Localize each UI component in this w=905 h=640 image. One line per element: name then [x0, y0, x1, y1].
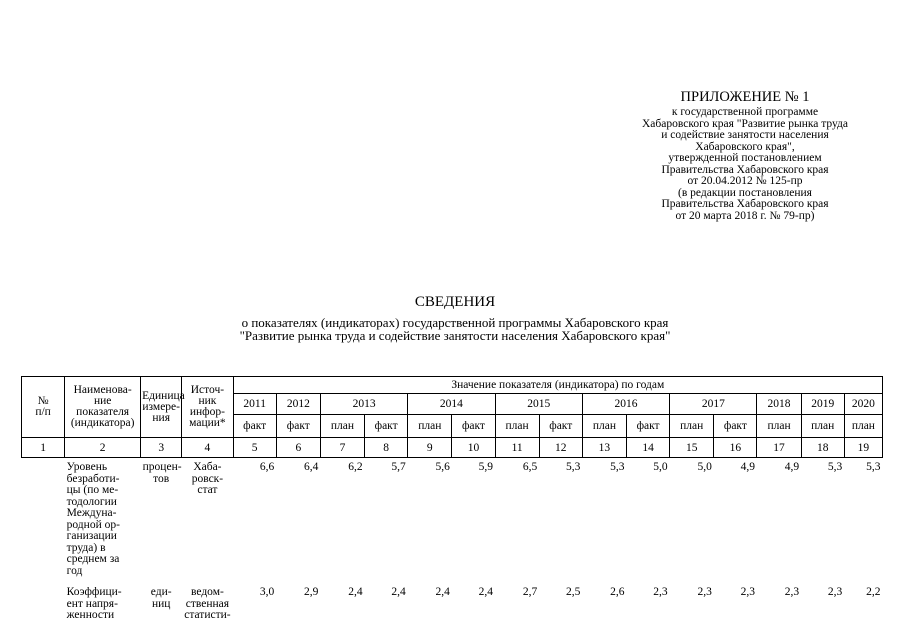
document-title: СВЕДЕНИЯ: [414, 294, 496, 310]
column-number: 16: [714, 438, 757, 458]
document-title-block: [130, 292, 780, 342]
value-cell: 5,6: [435, 461, 450, 473]
column-number: 8: [365, 438, 408, 458]
column-number: 4: [182, 438, 233, 458]
value-cell: 2,3: [740, 586, 755, 598]
appendix-block: [600, 88, 890, 222]
column-number: 1: [22, 438, 65, 458]
appendix-line: к государственной программе: [671, 106, 819, 118]
column-number: 3: [141, 438, 182, 458]
value-cell: 6,2: [348, 461, 363, 473]
subheader-cell: план: [408, 415, 452, 438]
value-cell: 5,9: [478, 461, 494, 473]
appendix-line: Хабаровского края",: [695, 140, 795, 153]
column-number: 19: [844, 438, 882, 458]
appendix-heading: ПРИЛОЖЕНИЕ № 1: [680, 89, 810, 105]
year-header: 2012: [276, 394, 320, 415]
value-cell: 6,6: [259, 461, 275, 473]
value-cell: 2,3: [827, 586, 843, 598]
value-cell: 2,4: [391, 586, 406, 598]
value-cell: 5,3: [866, 461, 881, 473]
appendix-line: от 20 марта 2018 г. № 79-пр): [675, 209, 815, 222]
subheader-cell: план: [801, 415, 844, 438]
value-cell: 5,3: [610, 461, 625, 473]
appendix-line: от 20.04.2012 № 125-пр: [687, 175, 803, 187]
value-cell: 2,4: [435, 586, 450, 598]
subheader-cell: план: [670, 415, 714, 438]
value-cell: 5,3: [565, 461, 581, 473]
column-number: 6: [276, 438, 320, 458]
header-num: № п/п: [22, 377, 65, 438]
unit-cell: еди- ниц: [150, 586, 172, 610]
subheader-cell: факт: [714, 415, 757, 438]
value-cell: 2,5: [565, 586, 581, 598]
column-number: 9: [408, 438, 452, 458]
column-number: 5: [233, 438, 276, 458]
unit-cell: процен- тов: [142, 461, 182, 485]
value-cell: 3,0: [259, 586, 275, 598]
column-number: 15: [670, 438, 714, 458]
subheader-cell: план: [495, 415, 539, 438]
subheader-cell: план: [757, 415, 801, 438]
appendix-line: и содействие занятости населения: [661, 129, 829, 141]
value-cell: 4,9: [740, 461, 755, 473]
header-unit: Единица измере- ния: [141, 377, 182, 438]
column-number: 13: [582, 438, 626, 458]
appendix-line: Правительства Хабаровского края: [661, 198, 829, 210]
year-header: 2011: [233, 394, 276, 415]
value-cell: 2,2: [866, 586, 881, 598]
value-cell: 6,4: [304, 461, 319, 473]
year-header: 2019: [801, 394, 844, 415]
value-cell: 2,3: [697, 586, 712, 598]
value-cell: 2,4: [348, 586, 363, 598]
appendix-line: (в редакции постановления: [678, 186, 812, 199]
value-cell: 5,0: [697, 461, 712, 473]
source-cell: Хаба- ровск- стат: [191, 461, 224, 496]
table-row: [22, 583, 883, 628]
value-cell: 5,7: [391, 461, 406, 473]
subheader-cell: факт: [627, 415, 670, 438]
subheader-cell: план: [582, 415, 626, 438]
year-header: 2013: [320, 394, 407, 415]
table-row: [22, 458, 883, 584]
indicator-name-cell: Коэффици- ент напря- женности: [66, 586, 122, 621]
value-cell: 2,7: [522, 586, 538, 598]
value-cell: 2,4: [478, 586, 494, 598]
year-header: 2017: [670, 394, 757, 415]
value-cell: 2,3: [784, 586, 800, 598]
appendix-line: Хабаровского края "Развитие рынка труда: [642, 117, 848, 130]
column-number: 10: [452, 438, 495, 458]
header-name: Наименова- ние показателя (индикатора): [65, 377, 141, 438]
column-number: 17: [757, 438, 801, 458]
year-header: 2014: [408, 394, 495, 415]
subheader-cell: план: [320, 415, 364, 438]
value-cell: 5,3: [827, 461, 843, 473]
subheader-cell: план: [844, 415, 882, 438]
column-number: 12: [539, 438, 582, 458]
header-values-group: Значение показателя (индикатора) по годам: [233, 377, 882, 394]
value-cell: 4,9: [784, 461, 800, 473]
year-header: 2020: [844, 394, 882, 415]
source-cell: ведом- ственная статисти-: [184, 586, 231, 621]
column-number: 11: [495, 438, 539, 458]
year-header: 2016: [582, 394, 669, 415]
document-subtitle: "Развитие рынка труда и содействие занятости населения Хабаровского края": [239, 328, 671, 343]
row-number-cell: [22, 583, 65, 628]
subheader-cell: факт: [539, 415, 582, 438]
value-cell: 6,5: [522, 461, 538, 473]
row-number-cell: [22, 458, 65, 584]
column-number: 2: [65, 438, 141, 458]
subheader-cell: факт: [365, 415, 408, 438]
value-cell: 2,3: [653, 586, 668, 598]
appendix-line: утвержденной постановлением: [668, 152, 822, 164]
subheader-cell: факт: [276, 415, 320, 438]
column-number: 18: [801, 438, 844, 458]
year-header: 2015: [495, 394, 582, 415]
value-cell: 2,9: [304, 586, 319, 598]
indicators-table: [21, 376, 883, 628]
indicator-name-cell: Уровень безработи- цы (по ме- тодологии Междуна- родной ор- ганизации труда) в среднем за год: [66, 461, 120, 577]
appendix-line: Правительства Хабаровского края: [661, 163, 829, 176]
value-cell: 2,6: [610, 586, 625, 598]
document-subtitle: о показателях (индикаторах) государственной программы Хабаровского края: [241, 315, 669, 330]
column-number-row: [22, 438, 883, 458]
subheader-cell: факт: [233, 415, 276, 438]
column-number: 7: [320, 438, 364, 458]
year-header: 2018: [757, 394, 801, 415]
column-number: 14: [627, 438, 670, 458]
value-cell: 5,0: [653, 461, 668, 473]
header-source: Источ- ник инфор- мации*: [182, 377, 233, 438]
subheader-cell: факт: [452, 415, 495, 438]
